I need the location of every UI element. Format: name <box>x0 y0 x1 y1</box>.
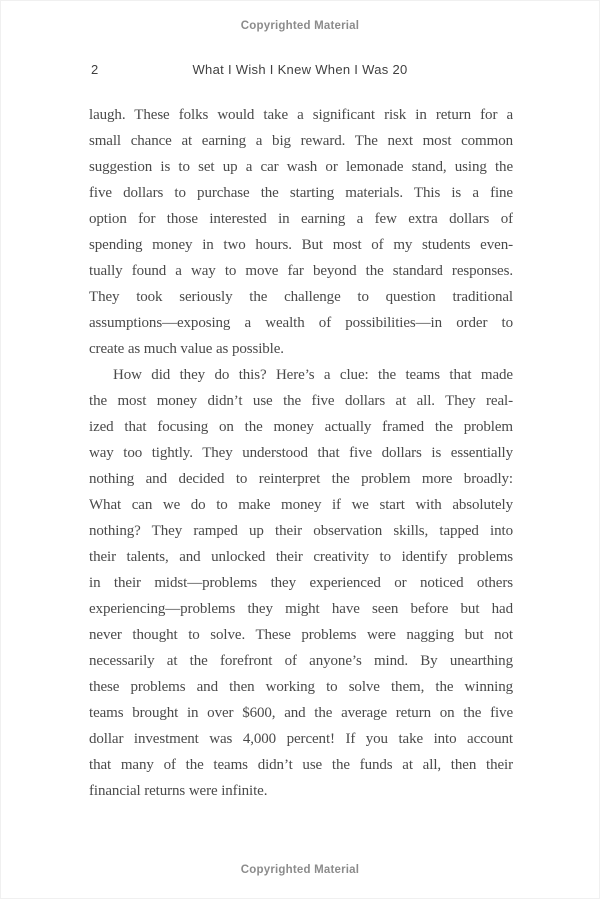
copyright-notice-bottom: Copyrighted Material <box>240 864 360 876</box>
text-line: five dollars to purchase the starting materials. This is a fine <box>89 185 513 201</box>
text-line: financial returns were infinite. <box>89 783 268 799</box>
text-line: these problems and then working to solve them, the winning <box>89 679 513 695</box>
copyright-notice-top: Copyrighted Material <box>240 20 360 32</box>
text-line: small chance at earning a big reward. The next most common <box>89 133 513 149</box>
running-header-title: What I Wish I Knew When I Was 20 <box>192 62 408 77</box>
text-line: spending money in two hours. But most of my students even- <box>89 237 513 253</box>
text-line: How did they do this? Here’s a clue: the teams that made <box>113 367 513 383</box>
text-line: They took seriously the challenge to question traditional <box>89 289 513 305</box>
text-line: assumptions—exposing a wealth of possibilities—in order to <box>89 315 513 331</box>
text-line: laugh. These folks would take a significant risk in return for a <box>89 107 513 123</box>
text-line: nothing? They ramped up their observation skills, tapped into <box>89 523 513 539</box>
text-line: dollar investment was 4,000 percent! If you take into account <box>89 731 513 747</box>
text-line: tually found a way to move far beyond the standard responses. <box>89 263 513 279</box>
text-line: way too tightly. They understood that five dollars is essentially <box>89 445 513 461</box>
paragraph-1 <box>89 102 513 362</box>
text-line: create as much value as possible. <box>89 341 284 357</box>
text-line: in their midst—problems they experienced or noticed others <box>89 575 513 591</box>
body-text <box>89 102 513 804</box>
text-line: teams brought in over $600, and the average return on the five <box>89 705 513 721</box>
text-line: experiencing—problems they might have seen before but had <box>89 601 513 617</box>
text-line: that many of the teams didn’t use the funds at all, then their <box>89 757 513 773</box>
text-line: the most money didn’t use the five dollars at all. They real- <box>89 393 513 409</box>
text-line: ized that focusing on the money actually framed the problem <box>89 419 513 435</box>
paragraph-2 <box>89 362 513 804</box>
page-number: 2 <box>91 62 99 77</box>
running-header <box>89 62 511 80</box>
text-line: their talents, and unlocked their creativity to identify problems <box>89 549 513 565</box>
text-line: What can we do to make money if we start with absolutely <box>89 497 513 513</box>
text-line: never thought to solve. These problems were nagging but not <box>89 627 513 643</box>
text-line: suggestion is to set up a car wash or lemonade stand, using the <box>89 159 513 175</box>
text-line: nothing and decided to reinterpret the problem more broadly: <box>89 471 513 487</box>
text-line: necessarily at the forefront of anyone’s mind. By unearthing <box>89 653 513 669</box>
text-line: option for those interested in earning a few extra dollars of <box>89 211 513 227</box>
